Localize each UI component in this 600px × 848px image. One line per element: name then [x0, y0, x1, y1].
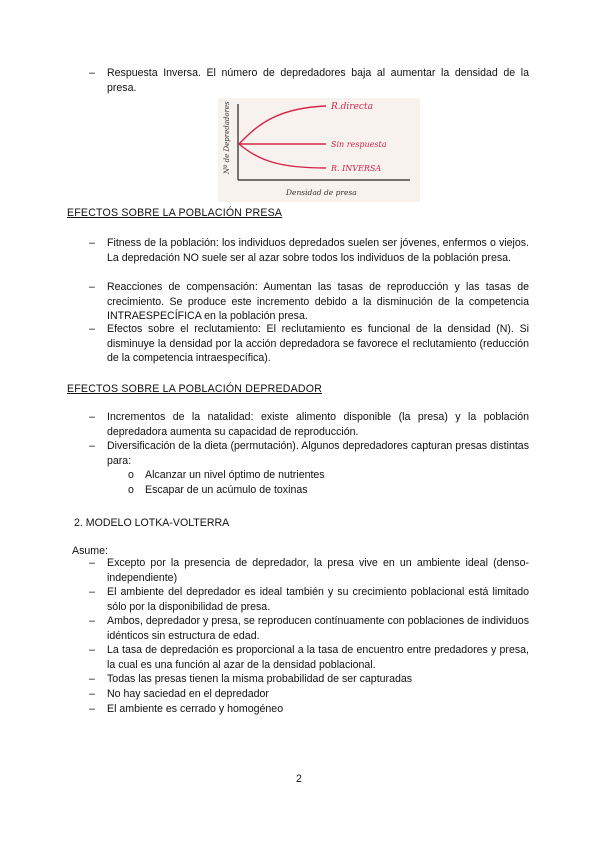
list-item-text: El ambiente es cerrado y homogéneo [107, 703, 284, 715]
list-item-text: Diversificación de la dieta (permutación). Algunos depredadores capturan presas distintas para: [107, 440, 529, 467]
section-heading-prey: EFECTOS SOBRE LA POBLACIÓN PRESA [67, 207, 283, 219]
dash-bullet: – [89, 586, 95, 598]
figure-x-label: Densidad de presa [286, 188, 357, 197]
list-item-text: No hay saciedad en el depredador [107, 688, 269, 700]
sub-list-item-text: Alcanzar un nivel óptimo de nutrientes [145, 469, 325, 481]
dash-bullet: – [89, 557, 95, 569]
list-item-text: Excepto por la presencia de depredador, la presa vive en un ambiente ideal (denso-independiente) [107, 557, 529, 584]
list-item-text: Efectos sobre el reclutamiento: El reclutamiento es funcional de la densidad (N). Si disminuye la densidad por la acción depredadora se favorece el reclutamiento (reducción de la competencia intraespecífica). [107, 323, 529, 365]
curve-directa [239, 106, 326, 144]
list-item [89, 280, 529, 324]
list-item [89, 585, 529, 614]
section-heading-predator: EFECTOS SOBRE LA POBLACIÓN DEPREDADOR [67, 383, 323, 395]
list-item-text: Reacciones de compensación: Aumentan las tasas de reproducción y las tasas de crecimiento. Se produce este incremento debido a la disminución de la competencia INTRAESPECÍFICA en la población presa. [107, 281, 529, 323]
dash-bullet: – [89, 673, 95, 685]
list-item [89, 439, 529, 468]
list-item [89, 556, 529, 585]
list-item-text: El ambiente del depredador es ideal también y su crecimiento poblacional está limitado sólo por la disponibilidad de presa. [107, 586, 529, 613]
list-item [89, 410, 529, 439]
dash-bullet: – [89, 644, 95, 656]
list-item-text: Todas las presas tienen la misma probabilidad de ser capturadas [107, 673, 413, 685]
curve-label-inversa: R. INVERSA [331, 164, 382, 173]
list-item [89, 702, 529, 717]
sub-list-item [128, 483, 308, 498]
dash-bullet: – [89, 688, 95, 700]
circle-bullet: o [128, 469, 134, 481]
list-item-text: Fitness de la población: los individuos depredados suelen ser jóvenes, enfermos o viejos. La depredación NO suele ser al azar sobre todos los individuos de la población presa. [107, 237, 529, 264]
list-item-text: Respuesta Inversa. El número de depredadores baja al aumentar la densidad de la presa. [107, 67, 529, 94]
list-item-text: Ambos, depredador y presa, se reproducen contínuamente con poblaciones de individuos idénticos sin estructura de edad. [107, 615, 529, 642]
section-heading-model: 2. MODELO LOTKA-VOLTERRA [74, 517, 230, 529]
dash-bullet: – [89, 67, 95, 79]
circle-bullet: o [128, 484, 134, 496]
dash-bullet: – [89, 440, 95, 452]
list-item-text: Incrementos de la natalidad: existe alimento disponible (la presa) y la población depredadora aumenta su capacidad de reproducción. [107, 411, 529, 438]
curve-label-sin-respuesta: Sin respuesta [331, 140, 387, 149]
list-item [89, 322, 529, 366]
list-item [89, 236, 529, 265]
dash-bullet: – [89, 323, 95, 335]
curve-inversa [239, 144, 326, 168]
dash-bullet: – [89, 703, 95, 715]
list-item [89, 66, 529, 95]
list-item [89, 614, 529, 643]
dash-bullet: – [89, 615, 95, 627]
dash-bullet: – [89, 281, 95, 293]
model-intro: Asume: [72, 545, 108, 557]
dash-bullet: – [89, 411, 95, 423]
list-item [89, 672, 529, 687]
list-item [89, 643, 529, 672]
figure-y-label: Nº de Depredadores [223, 101, 231, 174]
response-figure [218, 98, 420, 202]
list-item [89, 687, 529, 702]
sub-list-item [128, 468, 325, 483]
dash-bullet: – [89, 237, 95, 249]
sub-list-item-text: Escapar de un acúmulo de toxinas [145, 484, 308, 496]
list-item-text: La tasa de depredación es proporcional a la tasa de encuentro entre predadores y presa, la cual es una función al azar de la densidad poblacional. [107, 644, 529, 671]
curve-label-directa: R.directa [331, 102, 373, 112]
page-number: 2 [296, 773, 302, 785]
